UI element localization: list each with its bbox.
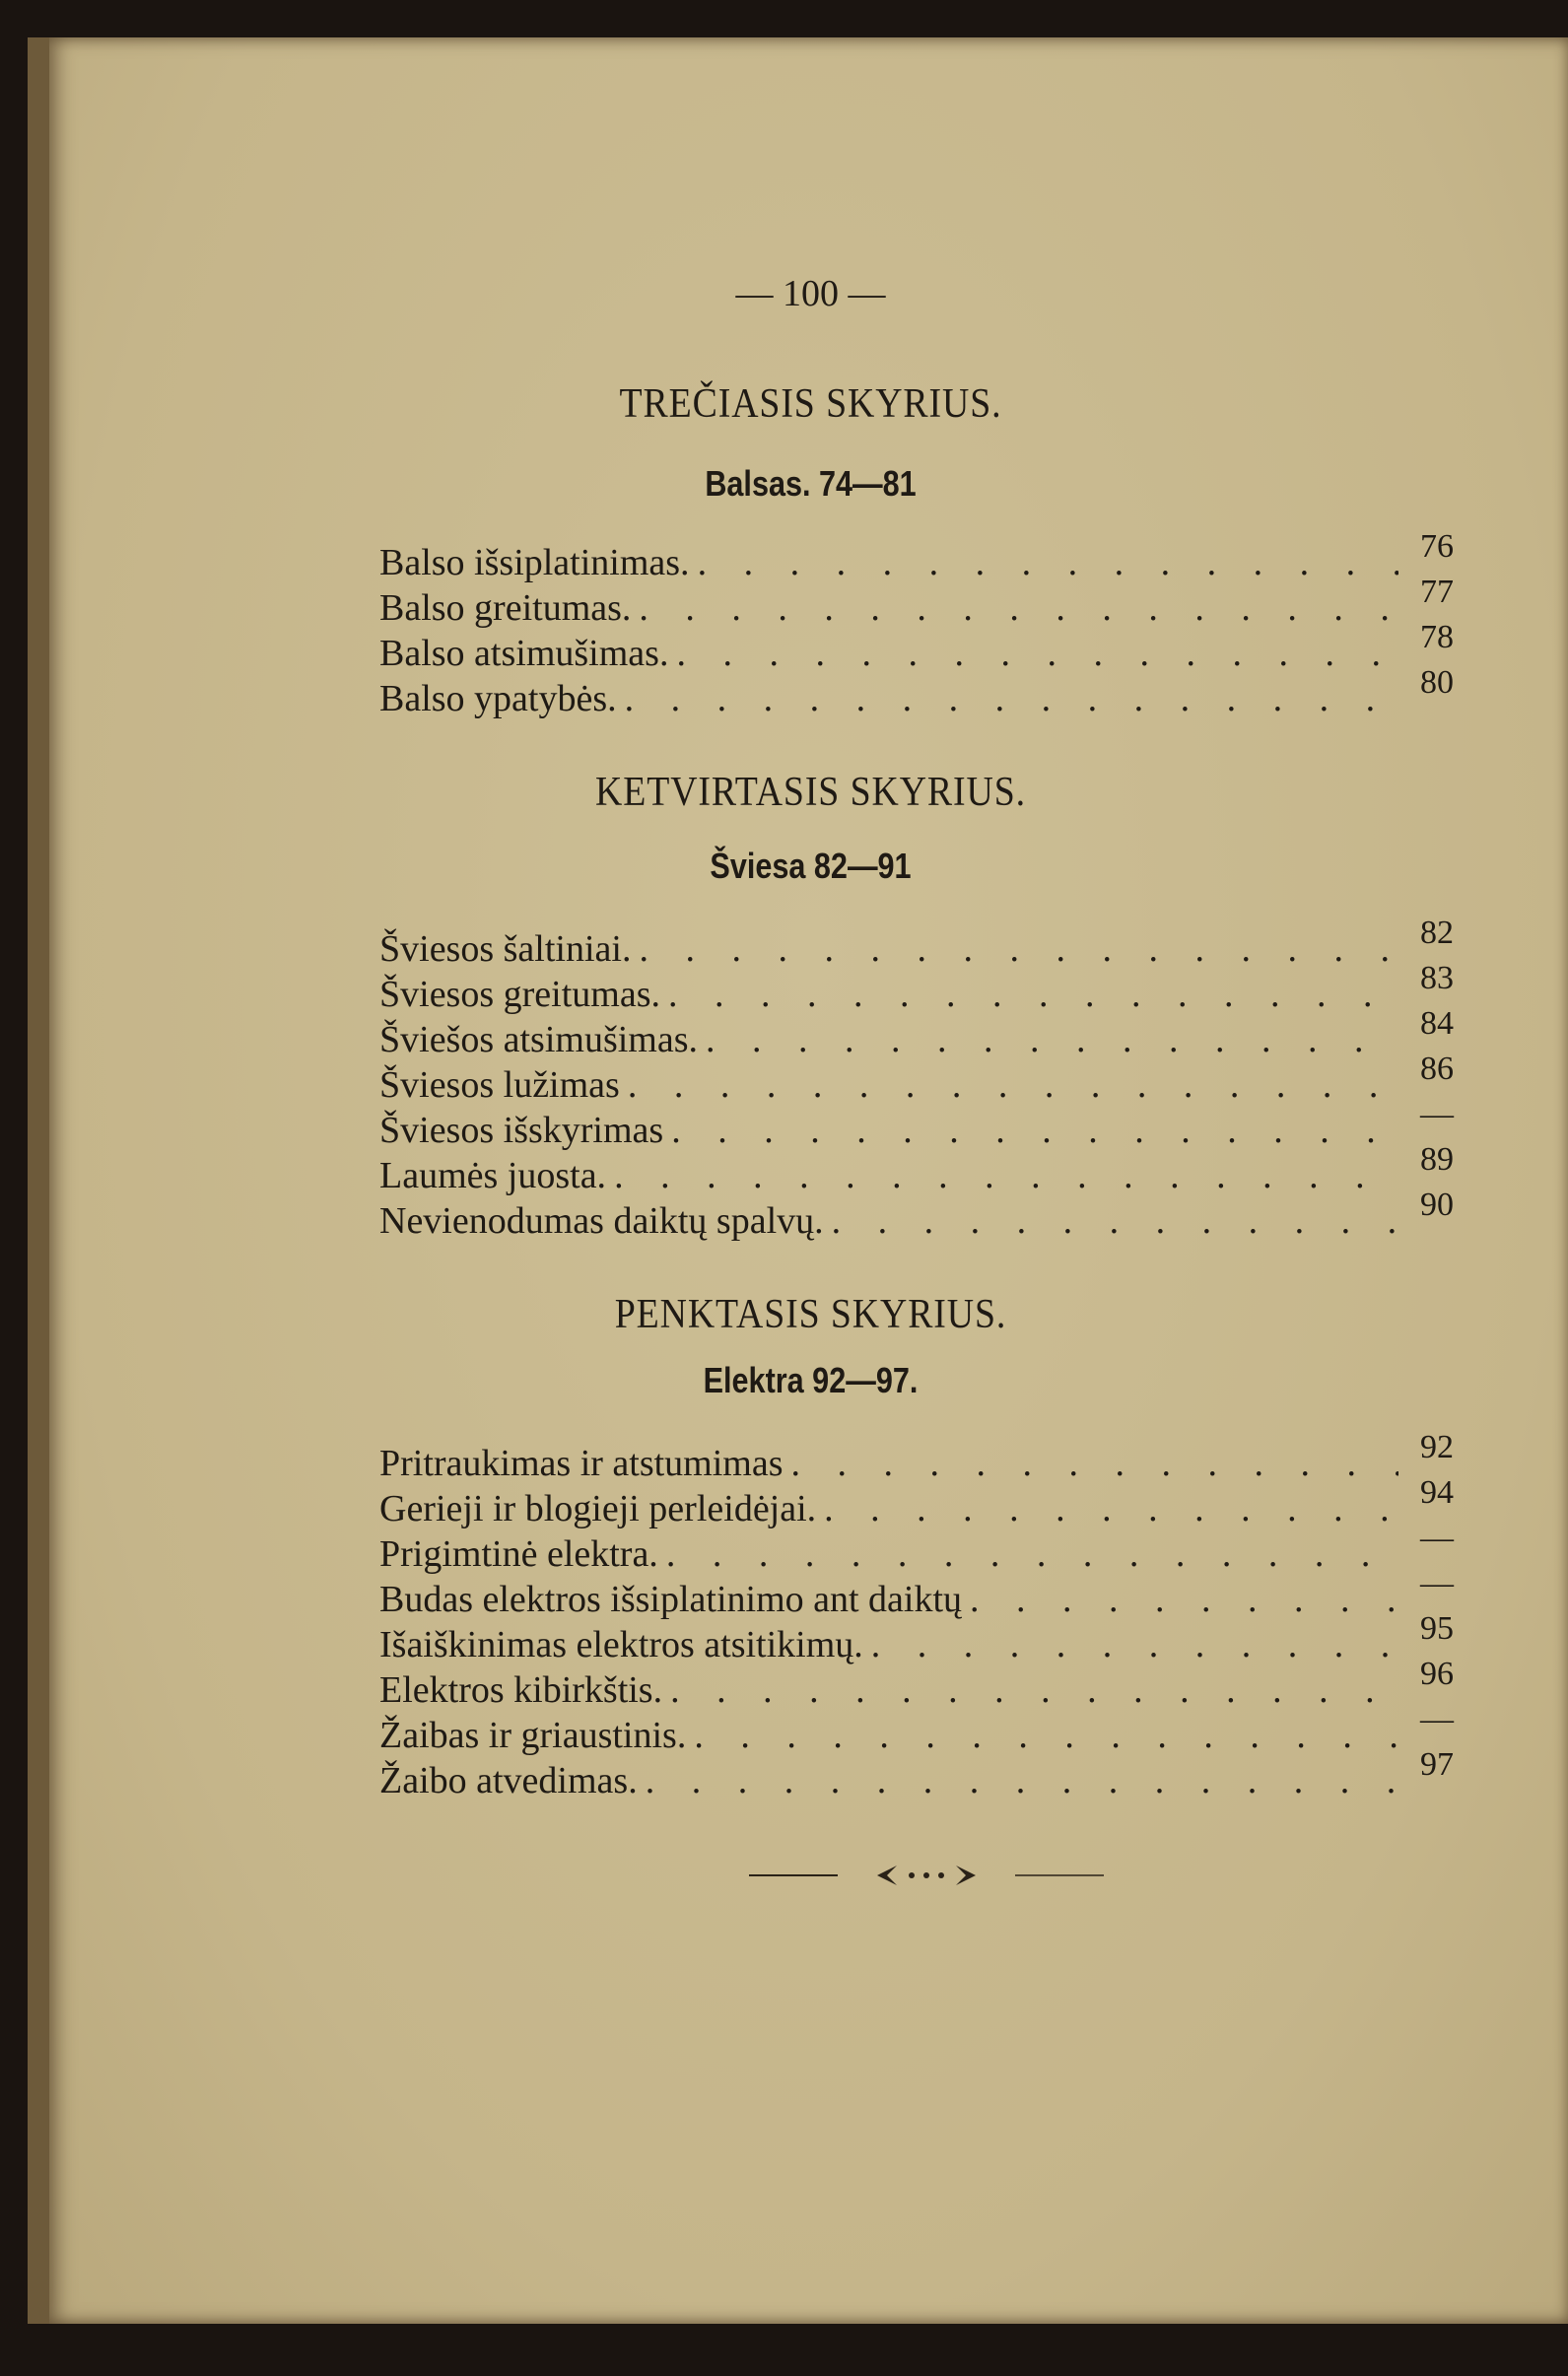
toc-entry bbox=[379, 1746, 1454, 1803]
toc-list bbox=[379, 1429, 1454, 1803]
entry-page: 96 bbox=[1420, 1656, 1454, 1692]
entry-title: Nevienodumas daiktų spalvų. bbox=[379, 1200, 824, 1242]
dot-leader bbox=[606, 1153, 1398, 1198]
dot-leader bbox=[663, 1108, 1398, 1153]
entry-title: Balso ypatybės. bbox=[379, 678, 617, 719]
entry-page: 94 bbox=[1420, 1474, 1454, 1511]
entry-title: Žaibo atvedimas. bbox=[379, 1760, 638, 1801]
entry-title: Šviešos atsimušimas. bbox=[379, 1019, 699, 1060]
entry-page: — bbox=[1420, 1520, 1454, 1556]
entry-page: 76 bbox=[1420, 528, 1454, 565]
entry-page: — bbox=[1420, 1701, 1454, 1737]
dot-leader bbox=[698, 1017, 1398, 1062]
toc-entry bbox=[379, 574, 1454, 631]
toc-entry bbox=[379, 1520, 1454, 1577]
entry-title: Šviesos išskyrimas bbox=[379, 1110, 664, 1151]
dot-leader bbox=[617, 676, 1398, 721]
toc-entry bbox=[379, 915, 1454, 972]
dot-leader bbox=[620, 1062, 1398, 1108]
entry-title: Prigimtinė elektra. bbox=[379, 1533, 658, 1575]
section-heading: TREČIASIS SKYRIUS. bbox=[619, 381, 1002, 427]
entry-title: Žaibas ir griaustinis. bbox=[379, 1715, 687, 1756]
toc-list bbox=[379, 915, 1454, 1244]
entry-page: 97 bbox=[1420, 1746, 1454, 1783]
toc-entry bbox=[379, 1141, 1454, 1198]
dot-leader bbox=[662, 1667, 1398, 1713]
dot-leader bbox=[816, 1486, 1398, 1531]
entry-page: 84 bbox=[1420, 1005, 1454, 1042]
entry-title: Šviesos šaltiniai. bbox=[379, 928, 632, 970]
entry-page: 92 bbox=[1420, 1429, 1454, 1465]
entry-title: Elektros kibirkštis. bbox=[379, 1669, 663, 1711]
toc-entry bbox=[379, 1096, 1454, 1153]
entry-title: Pritraukimas ir atstumimas bbox=[379, 1443, 784, 1484]
toc-entry bbox=[379, 1474, 1454, 1531]
page-number: — 100 — bbox=[735, 273, 886, 314]
dot-leader bbox=[631, 926, 1398, 972]
toc-entry bbox=[379, 1610, 1454, 1667]
dot-leader bbox=[631, 585, 1398, 631]
ornament-divider-icon bbox=[749, 1861, 1104, 1890]
entry-page: 95 bbox=[1420, 1610, 1454, 1647]
entry-title: Balso išsiplatinimas. bbox=[379, 542, 690, 583]
toc-entry bbox=[379, 528, 1454, 585]
entry-page: — bbox=[1420, 1565, 1454, 1601]
dot-leader bbox=[686, 1713, 1398, 1758]
entry-title: Išaiškinimas elektros atsitikimų. bbox=[379, 1624, 863, 1665]
dot-leader bbox=[962, 1577, 1398, 1622]
entry-title: Laumės juosta. bbox=[379, 1155, 607, 1196]
toc-entry bbox=[379, 960, 1454, 1017]
entry-page: 89 bbox=[1420, 1141, 1454, 1178]
dot-leader bbox=[863, 1622, 1398, 1667]
toc-entry bbox=[379, 1005, 1454, 1062]
entry-title: Šviesos greitumas. bbox=[379, 974, 660, 1015]
toc-entry bbox=[379, 1187, 1454, 1244]
entry-page: 82 bbox=[1420, 915, 1454, 951]
entry-page: 78 bbox=[1420, 619, 1454, 655]
entry-page: 77 bbox=[1420, 574, 1454, 610]
toc-entry bbox=[379, 1565, 1454, 1622]
entry-page: 80 bbox=[1420, 664, 1454, 701]
section-heading: PENKTASIS SKYRIUS. bbox=[614, 1292, 1007, 1337]
toc-entry bbox=[379, 1429, 1454, 1486]
toc-entry bbox=[379, 664, 1454, 721]
entry-title: Balso atsimušimas. bbox=[379, 633, 669, 674]
entry-title: Budas elektros išsiplatinimo ant daiktų bbox=[379, 1579, 963, 1620]
dot-leader bbox=[658, 1531, 1398, 1577]
dot-leader bbox=[824, 1198, 1398, 1244]
dot-leader bbox=[784, 1441, 1398, 1486]
entry-page: 90 bbox=[1420, 1187, 1454, 1223]
section-subheading: Šviesa 82—91 bbox=[710, 846, 912, 886]
section-subheading: Balsas. 74—81 bbox=[705, 463, 917, 504]
entry-page: — bbox=[1420, 1096, 1454, 1132]
toc-entry bbox=[379, 619, 1454, 676]
dot-leader bbox=[668, 631, 1398, 676]
toc-entry bbox=[379, 1701, 1454, 1758]
dot-leader bbox=[638, 1758, 1398, 1803]
entry-title: Šviesos lužimas bbox=[379, 1064, 620, 1106]
toc-entry bbox=[379, 1656, 1454, 1713]
toc-entry bbox=[379, 1051, 1454, 1108]
dot-leader bbox=[660, 972, 1398, 1017]
section-heading: KETVIRTASIS SKYRIUS. bbox=[595, 770, 1026, 815]
entry-page: 83 bbox=[1420, 960, 1454, 996]
entry-title: Gerieji ir blogieji perleidėjai. bbox=[379, 1488, 817, 1529]
dot-leader bbox=[690, 540, 1398, 585]
section-subheading: Elektra 92—97. bbox=[703, 1360, 919, 1400]
toc-list bbox=[379, 528, 1454, 721]
entry-page: 86 bbox=[1420, 1051, 1454, 1087]
book-page bbox=[28, 37, 1568, 2324]
entry-title: Balso greitumas. bbox=[379, 587, 632, 629]
